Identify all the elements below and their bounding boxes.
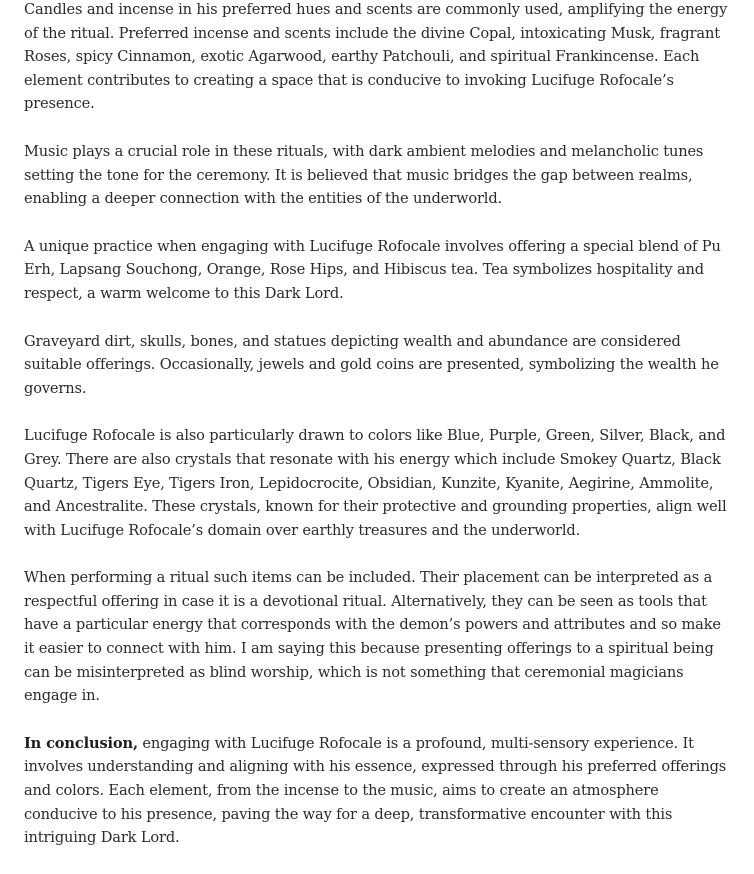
article-body — [24, 0, 730, 874]
paragraph-ritual-items: When performing a ritual such items can be included. Their placement can be interpreted as a respectful offering in case it is a devotional ritual. Alternatively, they can be seen as tools that have a particular energy that corresponds with the demon’s powers and attributes and so make it easier to connect with him. I am saying this because presenting offerings to a spiritual being can be misinterpreted as blind worship, which is not something that ceremonial magicians engage in. — [24, 569, 721, 705]
paragraph-conclusion — [24, 732, 730, 850]
paragraph-graveyard-offerings: Graveyard dirt, skulls, bones, and statues depicting wealth and abundance are considered suitable offerings. Occasionally, jewels and gold coins are presented, symbolizing the wealth he governs. — [24, 332, 719, 397]
conclusion-text: engaging with Lucifuge Rofocale is a profound, multi-sensory experience. It involves understanding and aligning with his essence, expressed through his preferred offerings and colors. Each element, from the incense to the music, aims to create an atmosphere conducive to his presence, paving the way for a deep, transformative encounter with this intriguing Dark Lord. — [24, 734, 727, 847]
conclusion-lead: In conclusion, — [24, 734, 138, 752]
paragraph-tea-offering: A unique practice when engaging with Lucifuge Rofocale involves offering a special blend of Pu Erh, Lapsang Souchong, Orange, Rose Hips, and Hibiscus tea. Tea symbolizes hospitality and respect, a warm welcome to this Dark Lord. — [24, 237, 721, 302]
paragraph-music: Music plays a crucial role in these rituals, with dark ambient melodies and melancholic tunes setting the tone for the ceremony. It is believed that music bridges the gap between realms, enabling a deeper connection with the entities of the underworld. — [24, 142, 704, 208]
paragraph-candles-incense: Candles and incense in his preferred hues and scents are commonly used, amplifying the energy of the ritual. Preferred incense and scents include the divine Copal, intoxicating Musk, fragrant Roses, spicy Cinnamon, exotic Agarwood, earthy Patchouli, and spiritual Frankincense. Each element contributes to creating a space that is conducive to invoking Lucifuge Rofocale’s presence. — [24, 1, 728, 113]
paragraph-colors-crystals: Lucifuge Rofocale is also particularly drawn to colors like Blue, Purple, Green, Silver, Black, and Grey. There are also crystals that resonate with his energy which include Smokey Quartz, Black Quartz, Tigers Eye, Tigers Iron, Lepidocrocite, Obsidian, Kunzite, Kyanite, Aegirine, Ammolite, and Ancestralite. These crystals, known for their protective and grounding properties, align well with Lucifuge Rofocale’s domain over earthly treasures and the underworld. — [24, 427, 727, 539]
